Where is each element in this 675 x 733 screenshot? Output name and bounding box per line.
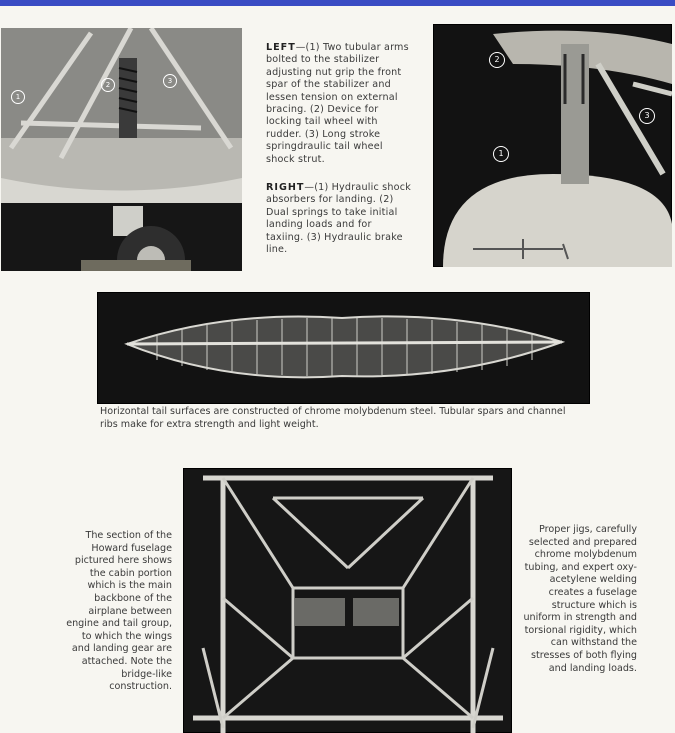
- callout-1-left: 1: [11, 90, 25, 104]
- photo-horizontal-tail: [97, 292, 590, 404]
- caption-tail-surfaces: Horizontal tail surfaces are constructed of chrome molybdenum steel. Tubular spars and channel ribs make for extra strength and light weight.: [100, 406, 566, 430]
- caption-left-lead: LEFT: [266, 42, 296, 53]
- callout-2-right: 2: [489, 52, 505, 68]
- callout-3-left: 3: [163, 74, 177, 88]
- tail-surfaces-illustration: [97, 292, 590, 404]
- caption-left-text: —(1) Two tubular arms bolted to the stabilizer adjusting nut grip the front spar of the stabilizer and lessen tension on external bracing. (2) Device for locking tail wheel with rudder. (3) Long stroke springdraulic tail wheel shock strut.: [266, 42, 409, 165]
- tail-wheel-illustration: [1, 28, 242, 271]
- caption-right-lead: RIGHT: [266, 182, 305, 194]
- photo-landing-gear: [433, 24, 672, 267]
- photo-fuselage: [183, 468, 512, 733]
- callout-1-right: 1: [493, 146, 509, 162]
- fuselage-illustration: [183, 468, 512, 733]
- landing-gear-illustration: [433, 24, 672, 267]
- caption-fuselage-right: Proper jigs, carefully selected and prepared chrome molybdenum tubing, and expert oxy-acetylene welding creates a fuselage structure which is uniform in strength and torsional rigidity, which can withstand the stresses of both flying and landing loads.: [523, 524, 637, 674]
- caption-left: [266, 42, 412, 166]
- top-captions: [266, 42, 412, 268]
- top-accent-bar: [0, 0, 675, 6]
- caption-right: [266, 182, 412, 256]
- caption-right-text: —(1) Hydraulic shock absorbers for landing. (2) Dual springs to take initial landing loads and for taxiing. (3) Hydraulic brake line.: [266, 182, 411, 256]
- callout-3-right: 3: [639, 108, 655, 124]
- callout-2-left: 2: [101, 78, 115, 92]
- caption-fuselage-left: The section of the Howard fuselage pictured here shows the cabin portion which is the main backbone of the airplane between engine and tail group, to which the wings and landing gear are attached. Note the bridge-like construction.: [66, 530, 172, 693]
- photo-tail-wheel: [1, 28, 242, 271]
